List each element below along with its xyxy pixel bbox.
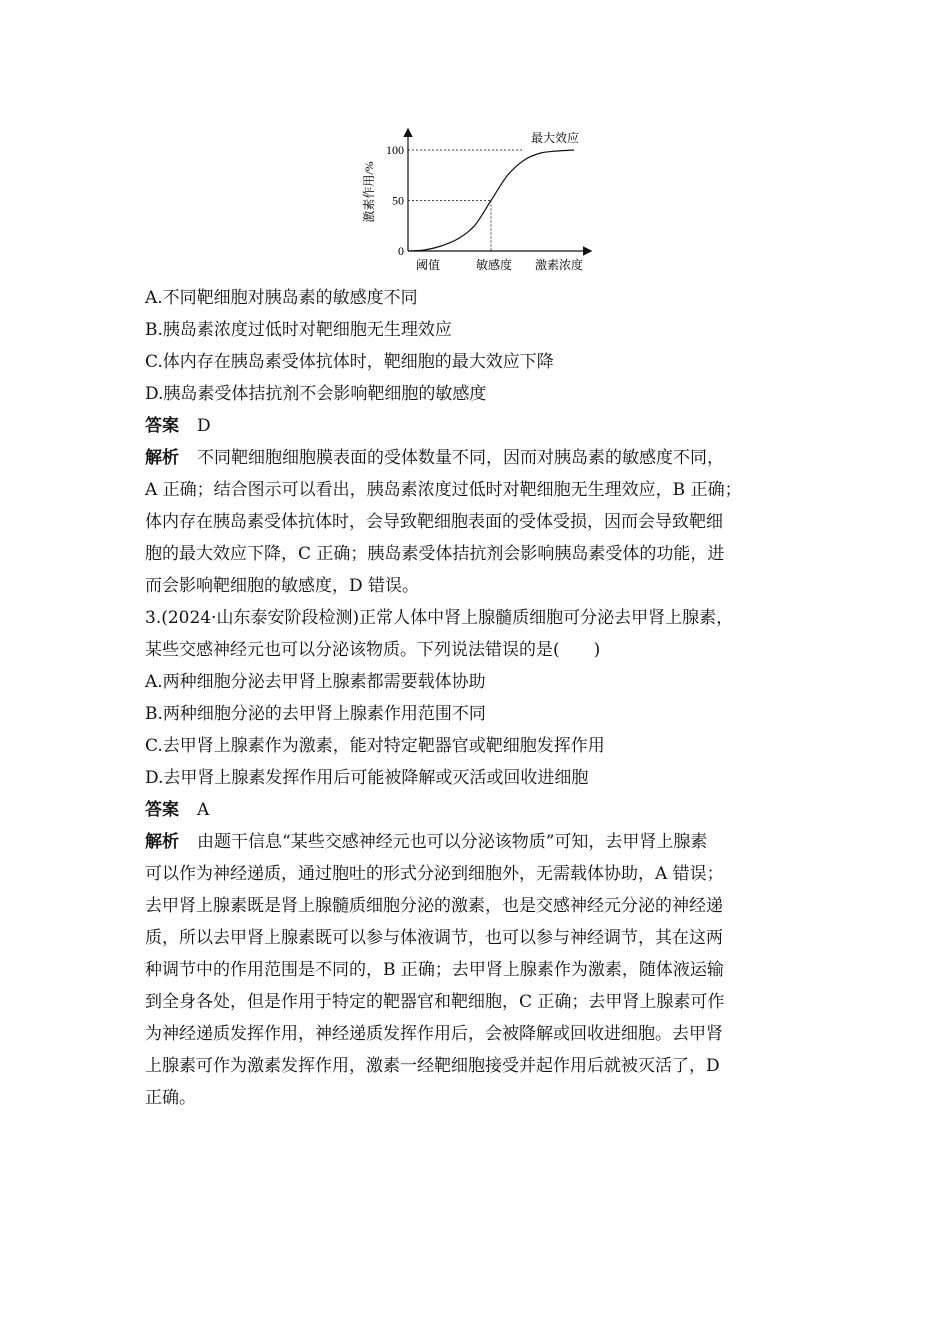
x-annotation-threshold: 阈值 <box>415 258 441 272</box>
q3-analysis-label: 解析 <box>145 832 179 852</box>
q3-answer <box>145 794 825 826</box>
q3-option-d: D.去甲肾上腺素发挥作用后可能被降解或灭活或回收进细胞 <box>145 768 589 788</box>
q2-option-b: B.胰岛素浓度过低时对靶细胞无生理效应 <box>145 320 452 340</box>
q2-option-d: D.胰岛素受体拮抗剂不会影响靶细胞的敏感度 <box>145 384 487 404</box>
q3-stem-line: 3.(2024·山东泰安阶段检测)正常人体中肾上腺髓质细胞可分泌去甲肾上腺素， <box>145 608 734 628</box>
q2-analysis-line <box>145 442 825 474</box>
q3-answer-value: A <box>197 800 210 820</box>
q3-analysis-line: 为神经递质发挥作用，神经递质发挥作用后，会被降解或回收进细胞。去甲肾 <box>145 1024 723 1044</box>
q2-analysis-line: 胞的最大效应下降，C 正确；胰岛素受体拮抗剂会影响胰岛素受体的功能，进 <box>145 544 725 564</box>
q2-options <box>145 282 825 410</box>
q3-option-b: B.两种细胞分泌的去甲肾上腺素作用范围不同 <box>145 704 486 724</box>
q3-analysis-line: 正确。 <box>145 1088 196 1108</box>
q3-analysis-text: 由题干信息“某些交感神经元也可以分泌该物质”可知，去甲肾上腺素 <box>197 832 708 852</box>
y-axis-label: 激素作用/% <box>362 161 376 223</box>
x-axis-label: 激素浓度 <box>534 258 584 272</box>
document-content <box>145 282 825 1114</box>
q3-analysis-line: 可以作为神经递质，通过胞吐的形式分泌到细胞外，无需载体协助，A 错误； <box>145 864 724 884</box>
q3-analysis-line: 去甲肾上腺素既是肾上腺髓质细胞分泌的激素，也是交感神经元分泌的神经递 <box>145 896 723 916</box>
q2-answer-value: D <box>197 416 211 436</box>
q2-analysis-line: 体内存在胰岛素受体抗体时，会导致靶细胞表面的受体受损，因而会导致靶细 <box>145 512 723 532</box>
q3-analysis-line: 种调节中的作用范围是不同的，B 正确；去甲肾上腺素作为激素，随体液运输 <box>145 960 724 980</box>
q3-option-c: C.去甲肾上腺素作为激素，能对特定靶器官或靶细胞发挥作用 <box>145 736 605 756</box>
curve-annotation-max-effect: 最大效应 <box>530 131 580 145</box>
q2-option-c: C.体内存在胰岛素受体抗体时，靶细胞的最大效应下降 <box>145 352 554 372</box>
q3-analysis <box>145 826 825 1114</box>
q2-analysis-line: 而会影响靶细胞的敏感度，D 错误。 <box>145 576 420 596</box>
y-tick-label-0: 0 <box>398 244 404 258</box>
q2-analysis-label: 解析 <box>145 448 179 468</box>
y-tick-label-50: 50 <box>392 193 404 208</box>
x-annotation-sensitivity: 敏感度 <box>475 258 513 272</box>
q3-answer-label: 答案 <box>145 800 179 820</box>
hormone-effect-chart <box>356 122 596 280</box>
q3-analysis-line: 质，所以去甲肾上腺素既可以参与体液调节，也可以参与神经调节，其在这两 <box>145 928 723 948</box>
chart-svg <box>356 122 596 280</box>
q2-analysis <box>145 442 825 602</box>
q2-analysis-text: 不同靶细胞细胞膜表面的受体数量不同，因而对胰岛素的敏感度不同， <box>197 448 724 468</box>
q2-analysis-line: A 正确；结合图示可以看出，胰岛素浓度过低时对靶细胞无生理效应，B 正确； <box>145 480 742 500</box>
q3-stem <box>145 602 825 666</box>
q3-option-a: A.两种细胞分泌去甲肾上腺素都需要载体协助 <box>145 672 486 692</box>
q3-analysis-line: 上腺素可作为激素发挥作用，激素一经靶细胞接受并起作用后就被灭活了，D <box>145 1056 720 1076</box>
q3-options <box>145 666 825 794</box>
q3-analysis-line <box>145 826 825 858</box>
q3-analysis-line: 到全身各处，但是作用于特定的靶器官和靶细胞，C 正确；去甲肾上腺素可作 <box>145 992 725 1012</box>
q3-stem-line: 某些交感神经元也可以分泌该物质。下列说法错误的是( ) <box>145 640 601 660</box>
q2-option-a: A.不同靶细胞对胰岛素的敏感度不同 <box>145 288 418 308</box>
y-tick-label-100: 100 <box>386 143 404 157</box>
q2-answer <box>145 410 825 442</box>
q2-answer-label: 答案 <box>145 416 179 436</box>
